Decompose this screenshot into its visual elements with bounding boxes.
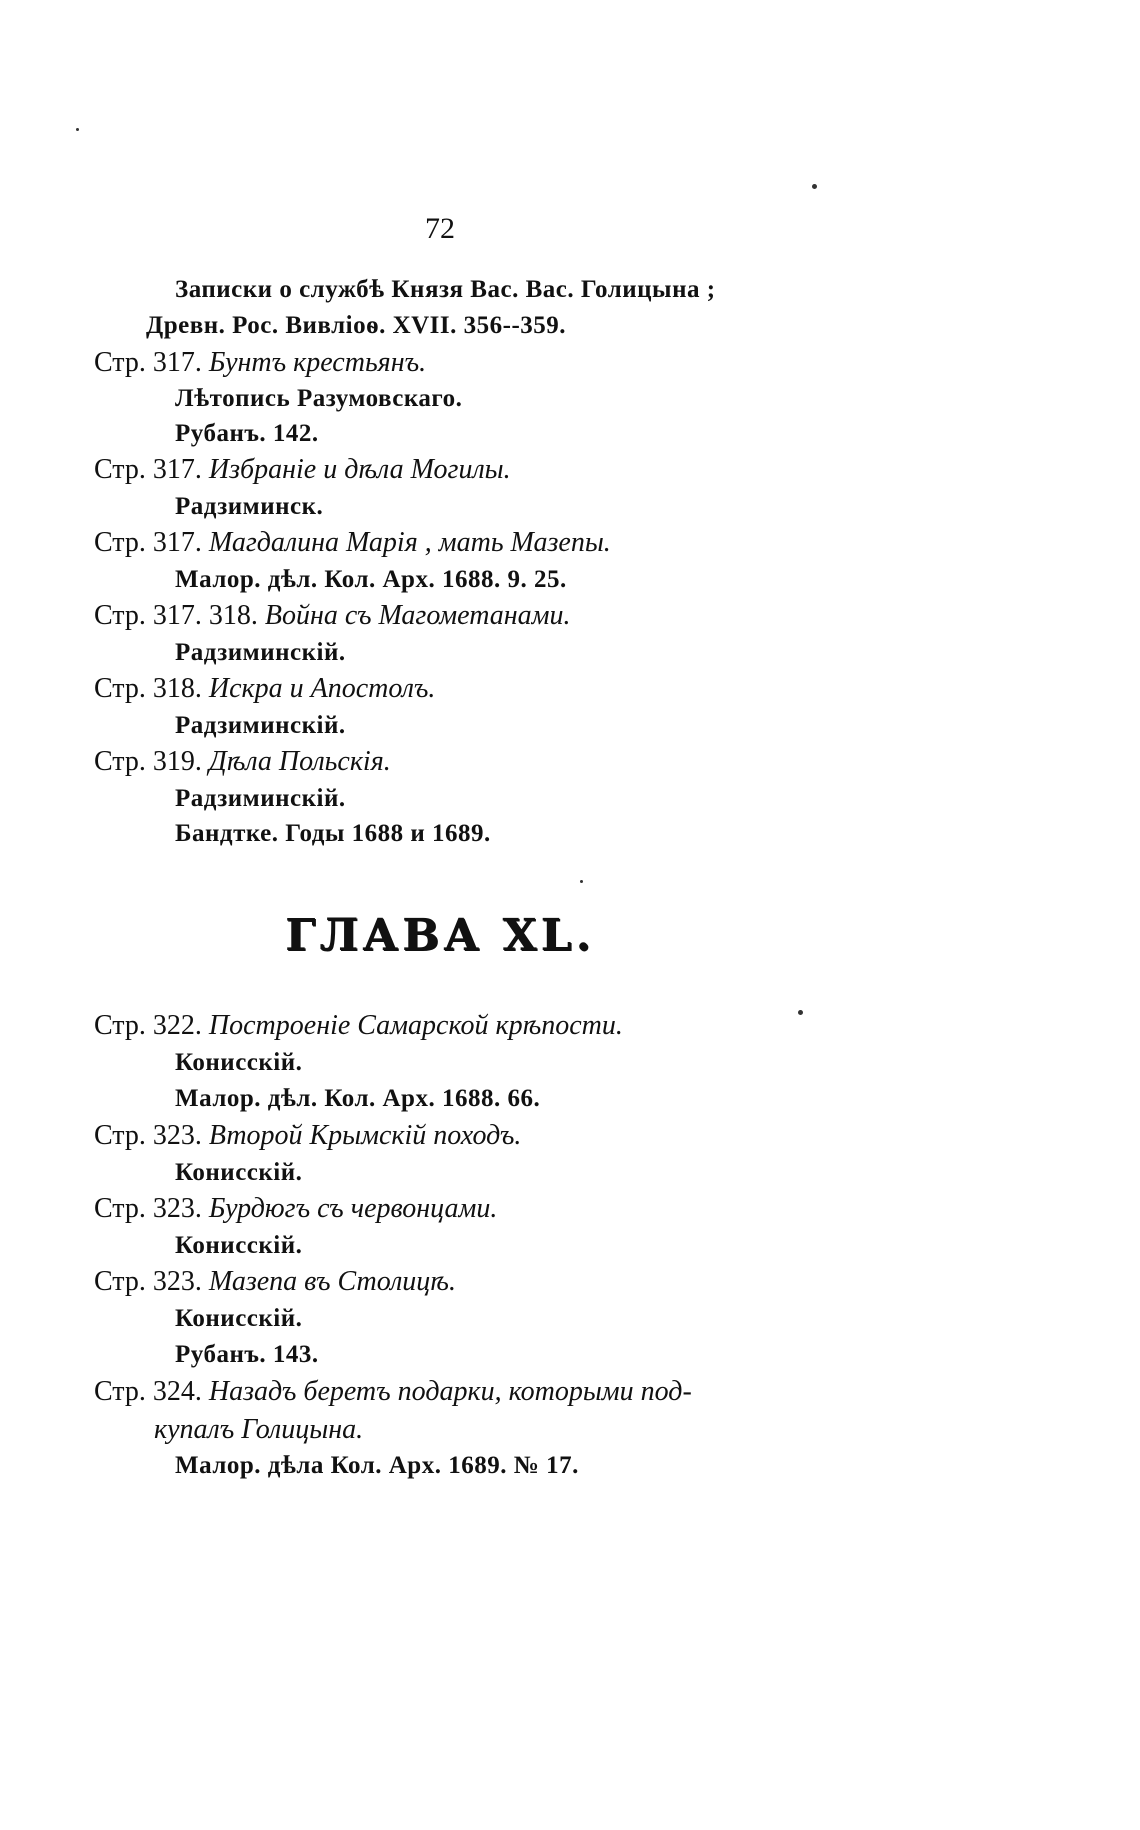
top-note-line-2: Древн. Рос. Вивліоѳ. XVII. 356--359. bbox=[146, 312, 567, 339]
entry-source: Радзиминскій. bbox=[175, 712, 346, 739]
entry-title: Назадъ беретъ подарки, которыми под- bbox=[208, 1376, 692, 1407]
entry-page: Стр. 323. bbox=[94, 1193, 202, 1224]
entry-page-ref bbox=[94, 746, 391, 778]
entry-page: Стр. 317. 318. bbox=[94, 600, 258, 631]
entry-page-ref bbox=[94, 1193, 497, 1225]
entry-page: Стр. 323. bbox=[94, 1120, 202, 1151]
page-number: 72 bbox=[425, 212, 455, 245]
entry-title-continuation: купалъ Голицына. bbox=[154, 1414, 364, 1445]
entry-source: Малор. дѣла Кол. Арх. 1689. № 17. bbox=[175, 1452, 579, 1479]
entry-title: Бурдюгъ съ червонцами. bbox=[208, 1193, 498, 1224]
entry-source: Конисскій. bbox=[175, 1305, 303, 1332]
entry-source: Рубанъ. 143. bbox=[175, 1341, 319, 1368]
entry-page-ref bbox=[94, 1120, 521, 1152]
entry-title: Магдалина Марія , мать Мазепы. bbox=[208, 527, 611, 558]
page-speck bbox=[798, 1010, 803, 1015]
page-speck bbox=[812, 184, 817, 189]
page-speck bbox=[76, 128, 79, 131]
entry-source: Бандтке. Годы 1688 и 1689. bbox=[175, 820, 491, 847]
entry-source: Конисскій. bbox=[175, 1159, 303, 1186]
chapter-heading: ГЛАВА XL. bbox=[285, 910, 595, 961]
entry-title: Искра и Апостолъ. bbox=[208, 673, 436, 704]
entry-page-ref bbox=[94, 454, 511, 486]
entry-title: Мазепа въ Столицѣ. bbox=[208, 1266, 456, 1297]
entry-page: Стр. 324. bbox=[94, 1376, 202, 1407]
entry-source: Лѣтопись Разумовскаго. bbox=[175, 385, 463, 412]
page-speck bbox=[580, 880, 583, 883]
entry-source: Радзиминскій. bbox=[175, 785, 346, 812]
entry-title: Дѣла Польскія. bbox=[208, 746, 391, 777]
entry-source: Конисскій. bbox=[175, 1232, 303, 1259]
entry-page: Стр. 322. bbox=[94, 1010, 202, 1041]
entry-page: Стр. 317. bbox=[94, 454, 202, 485]
entry-page: Стр. 319. bbox=[94, 746, 202, 777]
entry-source: Рубанъ. 142. bbox=[175, 420, 319, 447]
entry-page: Стр. 323. bbox=[94, 1266, 202, 1297]
entry-page-ref bbox=[94, 673, 435, 705]
entry-page: Стр. 317. bbox=[94, 527, 202, 558]
entry-page-ref bbox=[94, 600, 571, 632]
top-note-line-1: Записки о службѣ Князя Вас. Вас. Голицына ; bbox=[175, 276, 716, 303]
entry-page: Стр. 317. bbox=[94, 347, 202, 378]
entry-page-ref bbox=[94, 1376, 692, 1408]
entry-title: Война съ Магометанами. bbox=[264, 600, 571, 631]
entry-source: Радзиминскій. bbox=[175, 639, 346, 666]
entry-page-ref bbox=[94, 1266, 456, 1298]
entry-page-ref bbox=[94, 527, 611, 559]
entry-title: Избраніе и дѣла Могилы. bbox=[208, 454, 511, 485]
entry-page-ref bbox=[94, 347, 426, 379]
entry-source: Радзиминск. bbox=[175, 493, 324, 520]
entry-title: Второй Крымскій походъ. bbox=[208, 1120, 522, 1151]
entry-source: Конисскій. bbox=[175, 1049, 303, 1076]
entry-page-ref bbox=[94, 1010, 623, 1042]
entry-source: Малор. дѣл. Кол. Арх. 1688. 9. 25. bbox=[175, 566, 567, 593]
entry-source: Малор. дѣл. Кол. Арх. 1688. 66. bbox=[175, 1085, 541, 1112]
entry-title: Построеніе Самарской крѣпости. bbox=[208, 1010, 623, 1041]
entry-page: Стр. 318. bbox=[94, 673, 202, 704]
entry-title: Бунтъ крестьянъ. bbox=[208, 347, 427, 378]
